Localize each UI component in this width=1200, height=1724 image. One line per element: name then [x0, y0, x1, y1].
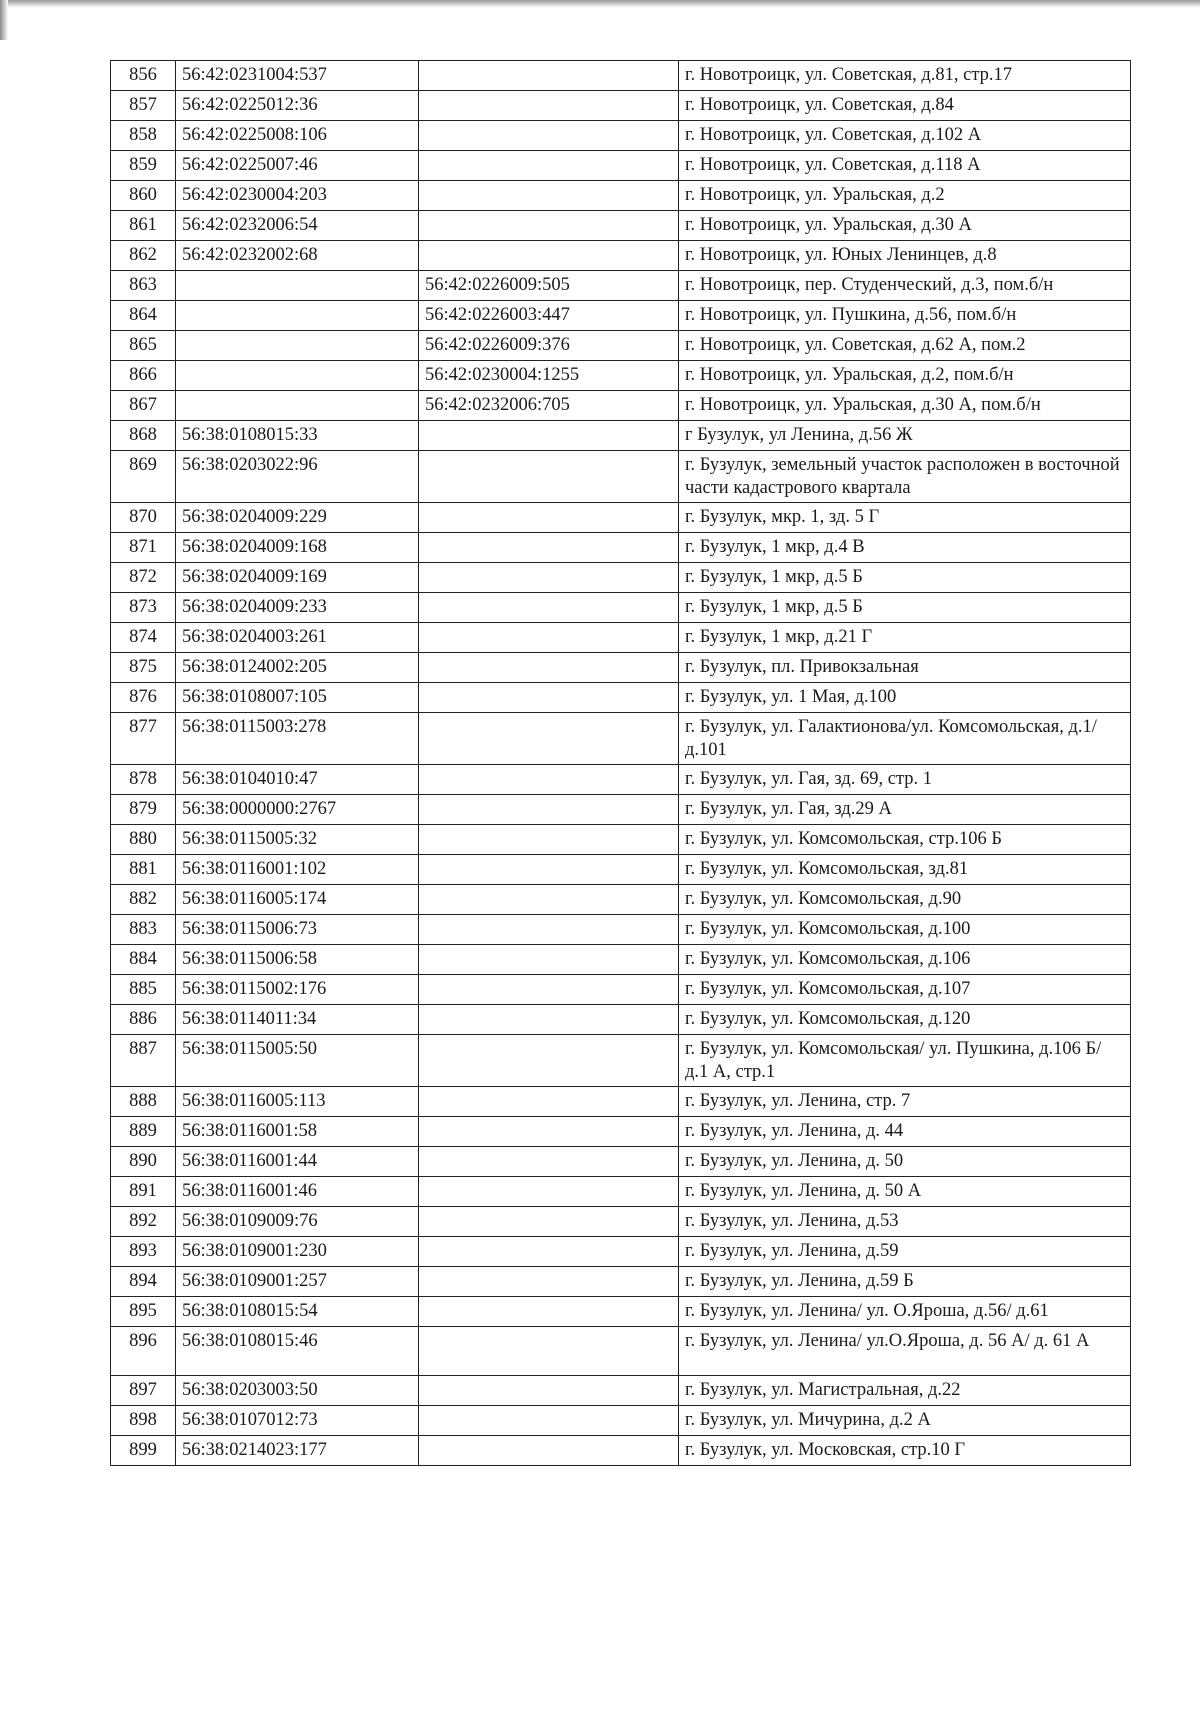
address-cell: г. Новотроицк, пер. Студенческий, д.3, пом.б/н [679, 271, 1131, 301]
row-number-cell: 876 [111, 683, 176, 713]
row-number-cell: 871 [111, 533, 176, 563]
address-cell: г. Бузулук, ул. Комсомольская, стр.106 Б [679, 825, 1131, 855]
table-row [111, 151, 1131, 181]
table-row [111, 1005, 1131, 1035]
table-row [111, 1177, 1131, 1207]
building-cadastral-number-cell [419, 683, 679, 713]
table-body [111, 61, 1131, 1466]
table-row [111, 1267, 1131, 1297]
building-cadastral-number-cell [419, 713, 679, 765]
land-cadastral-number-cell: 56:38:0116001:58 [176, 1117, 419, 1147]
land-cadastral-number-cell: 56:38:0116001:102 [176, 855, 419, 885]
land-cadastral-number-cell: 56:38:0115005:32 [176, 825, 419, 855]
land-cadastral-number-cell: 56:38:0116005:174 [176, 885, 419, 915]
row-number-cell: 897 [111, 1376, 176, 1406]
building-cadastral-number-cell [419, 1117, 679, 1147]
land-cadastral-number-cell [176, 271, 419, 301]
row-number-cell: 868 [111, 421, 176, 451]
table-row [111, 1087, 1131, 1117]
row-number-cell: 893 [111, 1237, 176, 1267]
building-cadastral-number-cell [419, 563, 679, 593]
table-row [111, 533, 1131, 563]
building-cadastral-number-cell: 56:42:0226009:376 [419, 331, 679, 361]
address-cell: г. Новотроицк, ул. Уральская, д.2 [679, 181, 1131, 211]
address-cell: г. Бузулук, ул. Ленина, д. 44 [679, 1117, 1131, 1147]
address-cell: г. Бузулук, мкр. 1, зд. 5 Г [679, 503, 1131, 533]
row-number-cell: 879 [111, 795, 176, 825]
row-number-cell: 899 [111, 1436, 176, 1466]
scan-left-edge [0, 0, 8, 40]
table-row [111, 683, 1131, 713]
table-row [111, 91, 1131, 121]
row-number-cell: 867 [111, 391, 176, 421]
address-cell: г. Бузулук, ул. Ленина, д. 50 [679, 1147, 1131, 1177]
building-cadastral-number-cell [419, 1147, 679, 1177]
land-cadastral-number-cell: 56:42:0232006:54 [176, 211, 419, 241]
table-row [111, 391, 1131, 421]
row-number-cell: 860 [111, 181, 176, 211]
building-cadastral-number-cell [419, 451, 679, 503]
land-cadastral-number-cell: 56:38:0115003:278 [176, 713, 419, 765]
table-row [111, 1327, 1131, 1376]
building-cadastral-number-cell [419, 593, 679, 623]
table-row [111, 713, 1131, 765]
land-cadastral-number-cell: 56:38:0104010:47 [176, 765, 419, 795]
land-cadastral-number-cell: 56:38:0203003:50 [176, 1376, 419, 1406]
building-cadastral-number-cell [419, 1267, 679, 1297]
building-cadastral-number-cell [419, 765, 679, 795]
land-cadastral-number-cell: 56:42:0225007:46 [176, 151, 419, 181]
row-number-cell: 870 [111, 503, 176, 533]
land-cadastral-number-cell: 56:38:0116005:113 [176, 1087, 419, 1117]
row-number-cell: 886 [111, 1005, 176, 1035]
address-cell: г. Бузулук, ул. Ленина, д.59 Б [679, 1267, 1131, 1297]
table-row [111, 563, 1131, 593]
building-cadastral-number-cell [419, 795, 679, 825]
land-cadastral-number-cell: 56:38:0203022:96 [176, 451, 419, 503]
land-cadastral-number-cell: 56:38:0204009:229 [176, 503, 419, 533]
land-cadastral-number-cell: 56:38:0124002:205 [176, 653, 419, 683]
building-cadastral-number-cell [419, 1005, 679, 1035]
row-number-cell: 875 [111, 653, 176, 683]
building-cadastral-number-cell [419, 1087, 679, 1117]
address-cell: г. Бузулук, ул. Комсомольская, д.100 [679, 915, 1131, 945]
building-cadastral-number-cell [419, 825, 679, 855]
building-cadastral-number-cell [419, 211, 679, 241]
address-cell: г. Бузулук, 1 мкр, д.21 Г [679, 623, 1131, 653]
land-cadastral-number-cell: 56:38:0115002:176 [176, 975, 419, 1005]
address-cell: г. Бузулук, ул. Комсомольская, д.106 [679, 945, 1131, 975]
address-cell: г. Бузулук, ул. Комсомольская, д.90 [679, 885, 1131, 915]
address-cell: г. Бузулук, ул. Магистральная, д.22 [679, 1376, 1131, 1406]
row-number-cell: 882 [111, 885, 176, 915]
building-cadastral-number-cell [419, 653, 679, 683]
land-cadastral-number-cell: 56:38:0204009:168 [176, 533, 419, 563]
table-row [111, 361, 1131, 391]
table-row [111, 825, 1131, 855]
address-cell: г. Новотроицк, ул. Уральская, д.2, пом.б/н [679, 361, 1131, 391]
table-row [111, 301, 1131, 331]
land-cadastral-number-cell: 56:42:0232002:68 [176, 241, 419, 271]
building-cadastral-number-cell: 56:42:0226003:447 [419, 301, 679, 331]
table-row [111, 765, 1131, 795]
address-cell: г. Бузулук, ул. Комсомольская/ ул. Пушкина, д.106 Б/ д.1 А, стр.1 [679, 1035, 1131, 1087]
land-cadastral-number-cell: 56:38:0108007:105 [176, 683, 419, 713]
address-cell: г Бузулук, ул Ленина, д.56 Ж [679, 421, 1131, 451]
address-cell: г. Бузулук, ул. Комсомольская, д.120 [679, 1005, 1131, 1035]
land-cadastral-number-cell [176, 331, 419, 361]
table-row [111, 855, 1131, 885]
building-cadastral-number-cell [419, 1237, 679, 1267]
building-cadastral-number-cell [419, 181, 679, 211]
land-cadastral-number-cell: 56:38:0108015:33 [176, 421, 419, 451]
building-cadastral-number-cell [419, 915, 679, 945]
row-number-cell: 881 [111, 855, 176, 885]
row-number-cell: 858 [111, 121, 176, 151]
row-number-cell: 877 [111, 713, 176, 765]
table-row [111, 181, 1131, 211]
land-cadastral-number-cell: 56:38:0000000:2767 [176, 795, 419, 825]
address-cell: г. Бузулук, ул. Ленина, д. 50 А [679, 1177, 1131, 1207]
table-row [111, 1376, 1131, 1406]
table-row [111, 915, 1131, 945]
row-number-cell: 894 [111, 1267, 176, 1297]
row-number-cell: 896 [111, 1327, 176, 1376]
land-cadastral-number-cell [176, 361, 419, 391]
row-number-cell: 859 [111, 151, 176, 181]
address-cell: г. Бузулук, ул. Ленина, стр. 7 [679, 1087, 1131, 1117]
land-cadastral-number-cell: 56:38:0204009:169 [176, 563, 419, 593]
table-row [111, 593, 1131, 623]
building-cadastral-number-cell [419, 61, 679, 91]
property-register-table [110, 60, 1131, 1466]
table-row [111, 1406, 1131, 1436]
row-number-cell: 861 [111, 211, 176, 241]
row-number-cell: 884 [111, 945, 176, 975]
row-number-cell: 874 [111, 623, 176, 653]
land-cadastral-number-cell: 56:42:0225008:106 [176, 121, 419, 151]
address-cell: г. Бузулук, ул. Гая, зд. 69, стр. 1 [679, 765, 1131, 795]
land-cadastral-number-cell: 56:38:0108015:54 [176, 1297, 419, 1327]
table-row [111, 795, 1131, 825]
building-cadastral-number-cell [419, 1436, 679, 1466]
table-row [111, 1237, 1131, 1267]
land-cadastral-number-cell: 56:38:0115006:58 [176, 945, 419, 975]
table-row [111, 241, 1131, 271]
address-cell: г. Бузулук, 1 мкр, д.4 В [679, 533, 1131, 563]
land-cadastral-number-cell: 56:42:0230004:203 [176, 181, 419, 211]
row-number-cell: 891 [111, 1177, 176, 1207]
building-cadastral-number-cell: 56:42:0230004:1255 [419, 361, 679, 391]
table-row [111, 653, 1131, 683]
address-cell: г. Новотроицк, ул. Советская, д.84 [679, 91, 1131, 121]
row-number-cell: 873 [111, 593, 176, 623]
row-number-cell: 863 [111, 271, 176, 301]
building-cadastral-number-cell [419, 1177, 679, 1207]
land-cadastral-number-cell: 56:38:0116001:46 [176, 1177, 419, 1207]
building-cadastral-number-cell [419, 151, 679, 181]
address-cell: г. Бузулук, ул. Мичурина, д.2 А [679, 1406, 1131, 1436]
building-cadastral-number-cell: 56:42:0232006:705 [419, 391, 679, 421]
table-row [111, 975, 1131, 1005]
building-cadastral-number-cell [419, 421, 679, 451]
address-cell: г. Бузулук, ул. Ленина/ ул.О.Яроша, д. 56 А/ д. 61 А [679, 1327, 1131, 1376]
row-number-cell: 890 [111, 1147, 176, 1177]
address-cell: г. Новотроицк, ул. Пушкина, д.56, пом.б/н [679, 301, 1131, 331]
address-cell: г. Бузулук, ул. Комсомольская, д.107 [679, 975, 1131, 1005]
row-number-cell: 885 [111, 975, 176, 1005]
land-cadastral-number-cell: 56:38:0115006:73 [176, 915, 419, 945]
table-row [111, 1117, 1131, 1147]
table-row [111, 421, 1131, 451]
table-row [111, 331, 1131, 361]
land-cadastral-number-cell [176, 391, 419, 421]
table-row [111, 1035, 1131, 1087]
address-cell: г. Новотроицк, ул. Советская, д.62 А, пом.2 [679, 331, 1131, 361]
address-cell: г. Бузулук, ул. Галактионова/ул. Комсомольская, д.1/ д.101 [679, 713, 1131, 765]
row-number-cell: 878 [111, 765, 176, 795]
building-cadastral-number-cell [419, 1035, 679, 1087]
row-number-cell: 866 [111, 361, 176, 391]
row-number-cell: 880 [111, 825, 176, 855]
address-cell: г. Бузулук, пл. Привокзальная [679, 653, 1131, 683]
land-cadastral-number-cell: 56:42:0231004:537 [176, 61, 419, 91]
table-row [111, 121, 1131, 151]
table-row [111, 61, 1131, 91]
address-cell: г. Бузулук, 1 мкр, д.5 Б [679, 593, 1131, 623]
land-cadastral-number-cell: 56:38:0204009:233 [176, 593, 419, 623]
building-cadastral-number-cell [419, 975, 679, 1005]
row-number-cell: 869 [111, 451, 176, 503]
land-cadastral-number-cell: 56:38:0114011:34 [176, 1005, 419, 1035]
row-number-cell: 864 [111, 301, 176, 331]
land-cadastral-number-cell: 56:38:0108015:46 [176, 1327, 419, 1376]
address-cell: г. Новотроицк, ул. Юных Ленинцев, д.8 [679, 241, 1131, 271]
table-row [111, 503, 1131, 533]
address-cell: г. Новотроицк, ул. Советская, д.102 А [679, 121, 1131, 151]
address-cell: г. Бузулук, ул. 1 Мая, д.100 [679, 683, 1131, 713]
row-number-cell: 872 [111, 563, 176, 593]
address-cell: г. Новотроицк, ул. Уральская, д.30 А [679, 211, 1131, 241]
address-cell: г. Новотроицк, ул. Уральская, д.30 А, пом.б/н [679, 391, 1131, 421]
table-row [111, 623, 1131, 653]
building-cadastral-number-cell [419, 1406, 679, 1436]
land-cadastral-number-cell: 56:42:0225012:36 [176, 91, 419, 121]
land-cadastral-number-cell: 56:38:0109001:257 [176, 1267, 419, 1297]
land-cadastral-number-cell: 56:38:0204003:261 [176, 623, 419, 653]
land-cadastral-number-cell: 56:38:0115005:50 [176, 1035, 419, 1087]
address-cell: г. Бузулук, земельный участок расположен в восточной части кадастрового квартала [679, 451, 1131, 503]
scan-top-edge [0, 0, 1200, 8]
table-row [111, 885, 1131, 915]
address-cell: г. Бузулук, ул. Ленина/ ул. О.Яроша, д.56/ д.61 [679, 1297, 1131, 1327]
building-cadastral-number-cell [419, 1207, 679, 1237]
building-cadastral-number-cell [419, 623, 679, 653]
building-cadastral-number-cell [419, 91, 679, 121]
row-number-cell: 856 [111, 61, 176, 91]
building-cadastral-number-cell [419, 1297, 679, 1327]
table-row [111, 1147, 1131, 1177]
row-number-cell: 888 [111, 1087, 176, 1117]
address-cell: г. Бузулук, ул. Ленина, д.53 [679, 1207, 1131, 1237]
address-cell: г. Новотроицк, ул. Советская, д.81, стр.17 [679, 61, 1131, 91]
address-cell: г. Бузулук, ул. Комсомольская, зд.81 [679, 855, 1131, 885]
row-number-cell: 862 [111, 241, 176, 271]
building-cadastral-number-cell [419, 945, 679, 975]
address-cell: г. Новотроицк, ул. Советская, д.118 А [679, 151, 1131, 181]
land-cadastral-number-cell: 56:38:0214023:177 [176, 1436, 419, 1466]
land-cadastral-number-cell: 56:38:0109009:76 [176, 1207, 419, 1237]
table-row [111, 451, 1131, 503]
table-row [111, 1207, 1131, 1237]
building-cadastral-number-cell [419, 533, 679, 563]
table-row [111, 271, 1131, 301]
address-cell: г. Бузулук, 1 мкр, д.5 Б [679, 563, 1131, 593]
building-cadastral-number-cell [419, 503, 679, 533]
land-cadastral-number-cell: 56:38:0107012:73 [176, 1406, 419, 1436]
address-cell: г. Бузулук, ул. Ленина, д.59 [679, 1237, 1131, 1267]
building-cadastral-number-cell [419, 1327, 679, 1376]
row-number-cell: 895 [111, 1297, 176, 1327]
building-cadastral-number-cell [419, 241, 679, 271]
land-cadastral-number-cell [176, 301, 419, 331]
building-cadastral-number-cell [419, 855, 679, 885]
row-number-cell: 889 [111, 1117, 176, 1147]
row-number-cell: 898 [111, 1406, 176, 1436]
row-number-cell: 865 [111, 331, 176, 361]
building-cadastral-number-cell: 56:42:0226009:505 [419, 271, 679, 301]
row-number-cell: 887 [111, 1035, 176, 1087]
table-row [111, 1297, 1131, 1327]
land-cadastral-number-cell: 56:38:0116001:44 [176, 1147, 419, 1177]
row-number-cell: 883 [111, 915, 176, 945]
building-cadastral-number-cell [419, 1376, 679, 1406]
address-cell: г. Бузулук, ул. Московская, стр.10 Г [679, 1436, 1131, 1466]
row-number-cell: 857 [111, 91, 176, 121]
table-row [111, 1436, 1131, 1466]
building-cadastral-number-cell [419, 121, 679, 151]
table-row [111, 211, 1131, 241]
land-cadastral-number-cell: 56:38:0109001:230 [176, 1237, 419, 1267]
address-cell: г. Бузулук, ул. Гая, зд.29 А [679, 795, 1131, 825]
building-cadastral-number-cell [419, 885, 679, 915]
row-number-cell: 892 [111, 1207, 176, 1237]
table-row [111, 945, 1131, 975]
